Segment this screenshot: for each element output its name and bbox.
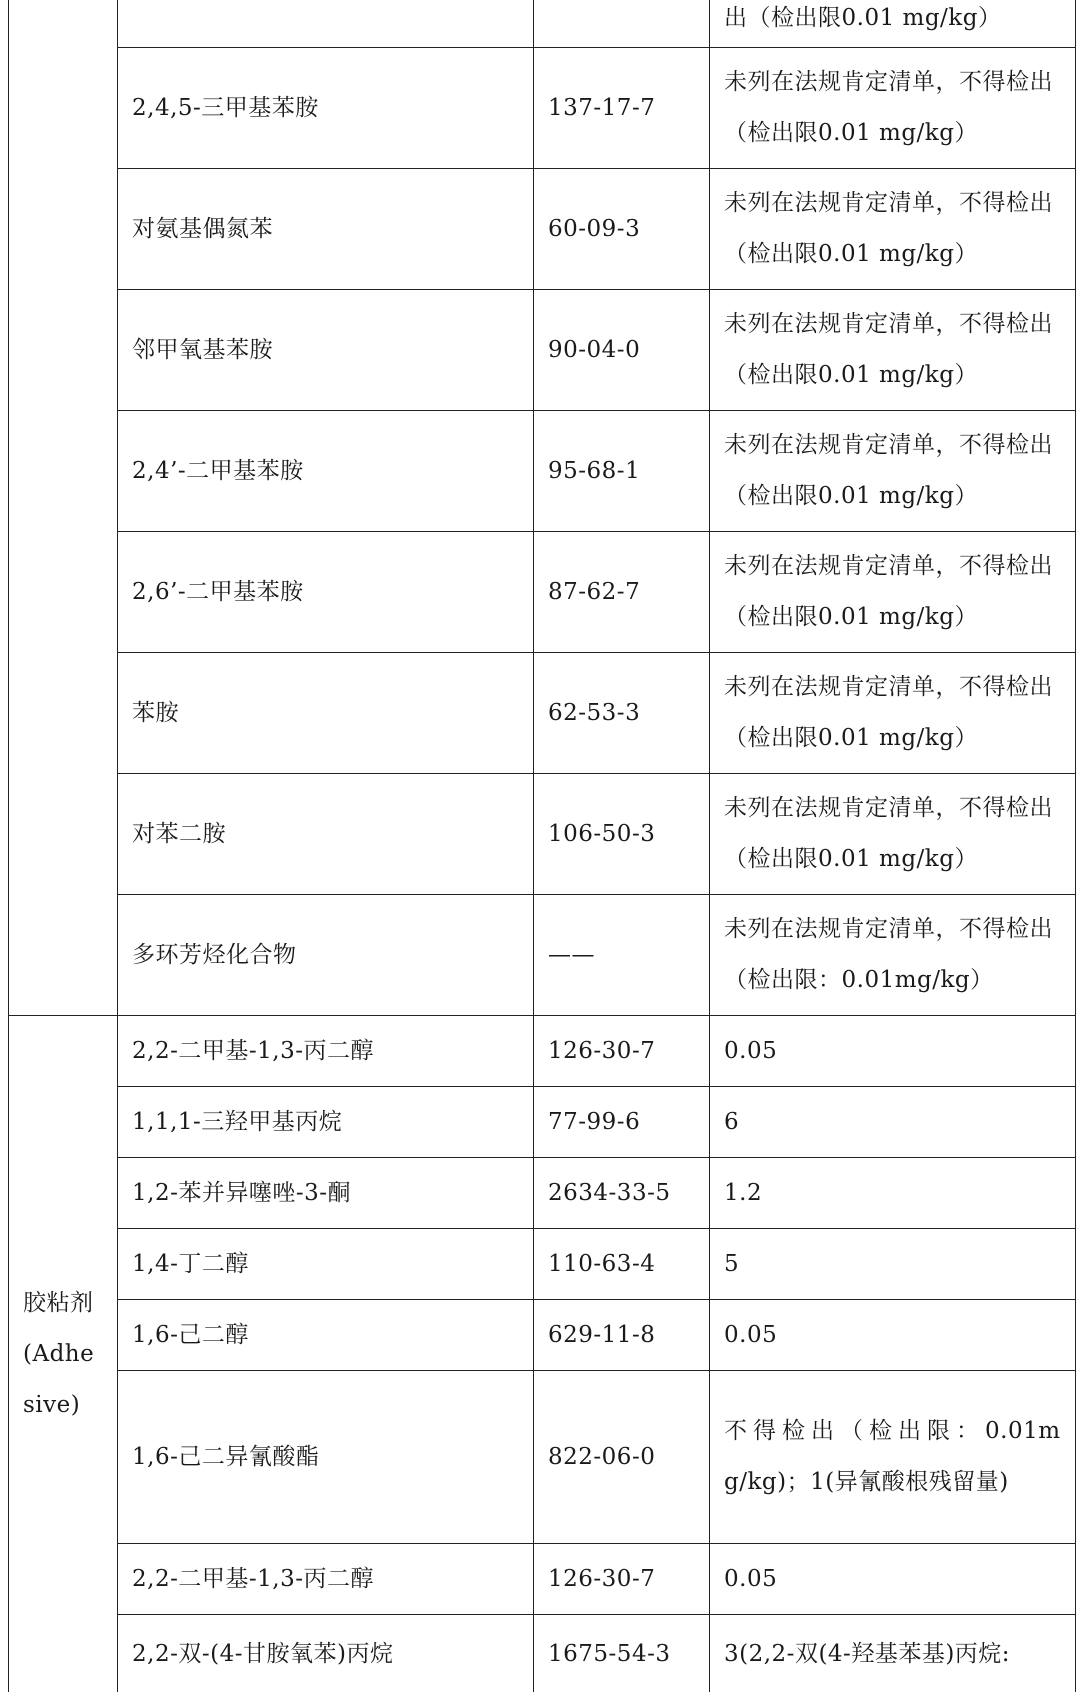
cas-number-cell: 110-63-4 — [534, 1229, 710, 1300]
cas-number-cell: 106-50-3 — [534, 774, 710, 895]
limit-cell: 未列在法规肯定清单，不得检出（检出限：0.01mg/kg） — [710, 895, 1076, 1016]
table-row — [9, 1544, 1076, 1615]
cas-number-cell: 126-30-7 — [534, 1544, 710, 1615]
table-row — [9, 1615, 1076, 1692]
table-row — [9, 1016, 1076, 1087]
limit-cell: 6 — [710, 1087, 1076, 1158]
table-row — [9, 774, 1076, 895]
substance-name-cell: 2,2-二甲基-1,3-丙二醇 — [118, 1016, 534, 1087]
substance-name-cell: 2,2-双-(4-甘胺氧苯)丙烷 — [118, 1615, 534, 1692]
cas-number-cell: 95-68-1 — [534, 411, 710, 532]
cas-number-cell: 1675-54-3 — [534, 1615, 710, 1692]
substance-name-cell: 1,2-苯并异噻唑-3-酮 — [118, 1158, 534, 1229]
table-row — [9, 0, 1076, 48]
table-row — [9, 1371, 1076, 1544]
cas-number-cell: 62-53-3 — [534, 653, 710, 774]
substance-name-cell: 1,6-己二醇 — [118, 1300, 534, 1371]
table-row — [9, 532, 1076, 653]
limit-cell: 未列在法规肯定清单，不得检出（检出限0.01 mg/kg） — [710, 774, 1076, 895]
cas-number-cell: 77-99-6 — [534, 1087, 710, 1158]
table-row — [9, 1229, 1076, 1300]
substance-name-cell: 2,6’-二甲基苯胺 — [118, 532, 534, 653]
substance-name-cell: 苯胺 — [118, 653, 534, 774]
limit-cell: 未列在法规肯定清单，不得检出（检出限0.01 mg/kg） — [710, 411, 1076, 532]
limit-cell: 未列在法规肯定清单，不得检出（检出限0.01 mg/kg） — [710, 653, 1076, 774]
cas-number-cell: 126-30-7 — [534, 1016, 710, 1087]
limit-cell: 0.05 — [710, 1300, 1076, 1371]
substance-name-cell: 1,4-丁二醇 — [118, 1229, 534, 1300]
limit-cell: 1.2 — [710, 1158, 1076, 1229]
cas-number-cell: 822-06-0 — [534, 1371, 710, 1544]
table-row — [9, 290, 1076, 411]
substance-name-cell: 2,2-二甲基-1,3-丙二醇 — [118, 1544, 534, 1615]
cas-number-cell: 60-09-3 — [534, 169, 710, 290]
substance-name-cell: 1,1,1-三羟甲基丙烷 — [118, 1087, 534, 1158]
cas-number-cell: 90-04-0 — [534, 290, 710, 411]
cas-number-cell: 2634-33-5 — [534, 1158, 710, 1229]
substance-name-cell — [118, 0, 534, 48]
limit-cell: 3(2,2-双(4-羟基苯基)丙烷: — [710, 1615, 1076, 1692]
table-row — [9, 1158, 1076, 1229]
table-row — [9, 411, 1076, 532]
table-row — [9, 895, 1076, 1016]
substance-name-cell: 多环芳烃化合物 — [118, 895, 534, 1016]
limit-cell: 未列在法规肯定清单，不得检出（检出限0.01 mg/kg） — [710, 48, 1076, 169]
substance-limit-table — [8, 0, 1076, 1692]
limit-cell: 0.05 — [710, 1016, 1076, 1087]
substance-name-cell: 邻甲氧基苯胺 — [118, 290, 534, 411]
table-row — [9, 48, 1076, 169]
table-row — [9, 169, 1076, 290]
limit-cell: 0.05 — [710, 1544, 1076, 1615]
cas-number-cell: —— — [534, 895, 710, 1016]
category-cell-continued — [9, 0, 118, 1016]
limit-cell — [710, 1371, 1076, 1544]
table-row — [9, 653, 1076, 774]
substance-name-cell: 对氨基偶氮苯 — [118, 169, 534, 290]
limit-cell: 未列在法规肯定清单，不得检出（检出限0.01 mg/kg） — [710, 169, 1076, 290]
substance-name-cell: 1,6-己二异氰酸酯 — [118, 1371, 534, 1544]
substance-name-cell: 对苯二胺 — [118, 774, 534, 895]
table-row — [9, 1087, 1076, 1158]
limit-cell: 未列在法规肯定清单，不得检出（检出限0.01 mg/kg） — [710, 290, 1076, 411]
category-cell: 胶粘剂(Adhesive) — [9, 1016, 118, 1692]
limit-cell: 出（检出限0.01 mg/kg） — [710, 0, 1076, 48]
cas-number-cell — [534, 0, 710, 48]
limit-text-part: 不得检出（检出限： — [724, 1418, 985, 1444]
substance-name-cell: 2,4,5-三甲基苯胺 — [118, 48, 534, 169]
limit-cell: 5 — [710, 1229, 1076, 1300]
cas-number-cell: 137-17-7 — [534, 48, 710, 169]
limit-cell: 未列在法规肯定清单，不得检出（检出限0.01 mg/kg） — [710, 532, 1076, 653]
limit-text-part: 0.01mg/kg)；1(异氰酸根残留量) — [724, 1418, 1061, 1495]
cas-number-cell: 629-11-8 — [534, 1300, 710, 1371]
substance-name-cell: 2,4’-二甲基苯胺 — [118, 411, 534, 532]
table-row — [9, 1300, 1076, 1371]
cas-number-cell: 87-62-7 — [534, 532, 710, 653]
